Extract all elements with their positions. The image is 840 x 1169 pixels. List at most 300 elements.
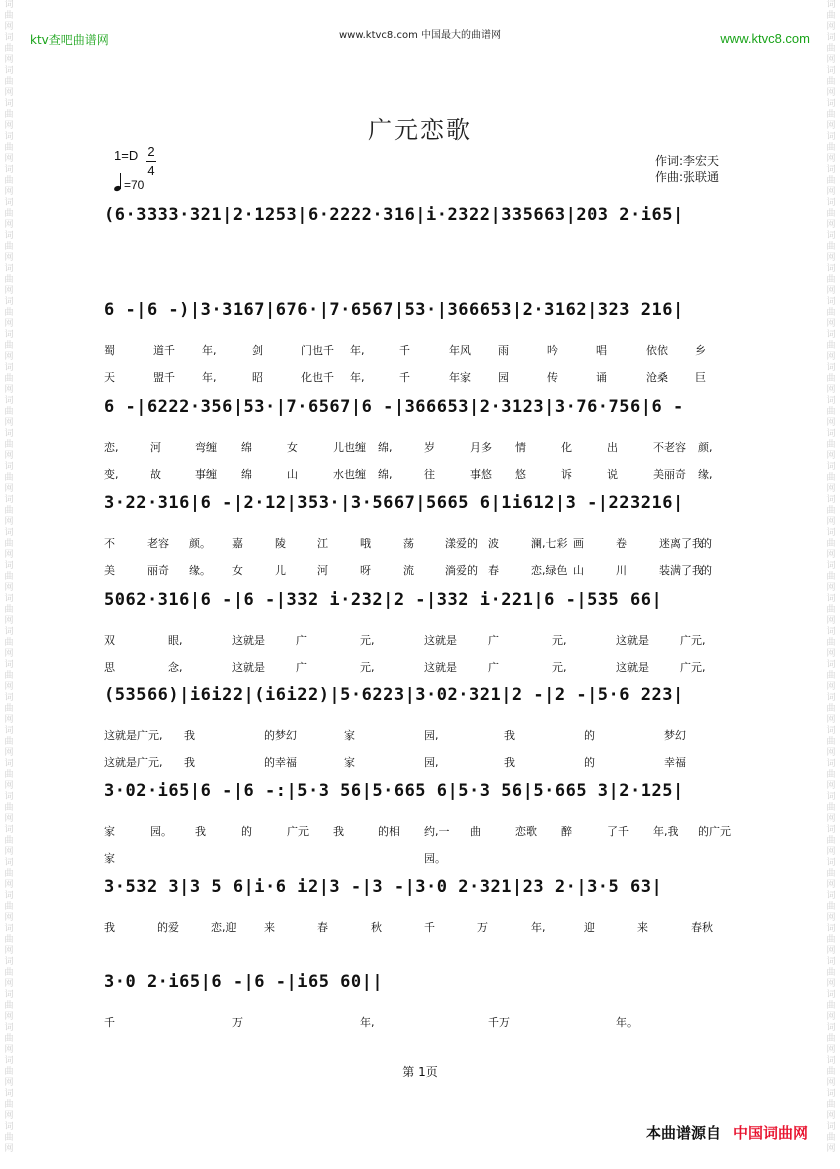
watermark-char: 词	[826, 165, 836, 175]
watermark-char: 曲	[4, 803, 14, 813]
watermark-char: 网	[826, 484, 836, 494]
lyric-word: 广元,	[680, 634, 706, 647]
lyric-word: 了千	[607, 825, 629, 838]
lyric-word: 唱	[596, 344, 607, 357]
watermark-char: 曲	[826, 209, 836, 219]
lyric-word: 恋歌	[515, 825, 537, 838]
lyric-word: 往	[424, 468, 435, 481]
page-number: 第 1页	[402, 1065, 438, 1079]
lyric-word: 我	[504, 729, 515, 742]
watermark-char: 网	[4, 781, 14, 791]
watermark-char: 曲	[826, 440, 836, 450]
watermark-char: 网	[4, 649, 14, 659]
composer: 作曲:张联通	[655, 170, 720, 184]
score-line	[104, 972, 754, 994]
side-watermark-right	[822, 0, 840, 1169]
watermark-char: 网	[4, 847, 14, 857]
watermark-char: 词	[4, 627, 14, 637]
lyric-word: 年,	[202, 344, 217, 357]
watermark-char: 网	[826, 517, 836, 527]
lyric-word: 漾爱的	[445, 537, 478, 550]
lyric-word: 女	[232, 564, 243, 577]
lyric-row	[104, 342, 754, 356]
watermark-char: 网	[826, 748, 836, 758]
lyric-word: 约,一	[424, 825, 450, 838]
lyric-word: 绵	[241, 468, 252, 481]
lyric-word: 的	[584, 729, 595, 742]
watermark-char: 网	[826, 319, 836, 329]
watermark-char: 网	[4, 253, 14, 263]
lyric-word: 年。	[616, 1016, 638, 1029]
watermark-char: 曲	[826, 407, 836, 417]
watermark-char: 曲	[826, 374, 836, 384]
watermark-char: 网	[4, 484, 14, 494]
lyric-word: 广	[488, 634, 499, 647]
watermark-char: 网	[4, 946, 14, 956]
lyric-word: 川	[616, 564, 627, 577]
lyric-word: 不	[104, 537, 115, 550]
lyric-word: 绵,	[378, 468, 393, 481]
watermark-char: 网	[826, 1012, 836, 1022]
watermark-char: 曲	[826, 539, 836, 549]
watermark-char: 网	[4, 451, 14, 461]
watermark-char: 曲	[826, 242, 836, 252]
lyric-word: 传	[547, 371, 558, 384]
lyric-word: 化也千	[301, 371, 334, 384]
watermark-char: 网	[826, 352, 836, 362]
watermark-char: 曲	[826, 341, 836, 351]
lyric-word: 儿也缠	[333, 441, 366, 454]
lyric-word: 颜,	[698, 441, 713, 454]
watermark-char: 词	[4, 990, 14, 1000]
lyric-word: 依依	[646, 344, 668, 357]
watermark-char: 曲	[4, 143, 14, 153]
watermark-char: 词	[826, 1122, 836, 1132]
side-watermark-left	[0, 0, 18, 1169]
watermark-char: 网	[826, 451, 836, 461]
watermark-char: 词	[826, 891, 836, 901]
source-credit	[646, 1122, 808, 1143]
watermark-char: 词	[4, 33, 14, 43]
time-signature	[146, 144, 156, 179]
lyric-word: 昭	[252, 371, 263, 384]
watermark-char: 网	[4, 1111, 14, 1121]
watermark-char: 曲	[826, 1100, 836, 1110]
notation: (6·3333·321|2·1253|6·2222·316|i·2322|335663|203 2·i65|	[104, 205, 684, 225]
notation: 3·02·i65|6 -|6 -:|5·3 56|5·665 6|5·3 56|5·665 3|2·125|	[104, 781, 684, 801]
lyric-word: 念,	[168, 661, 183, 674]
watermark-char: 词	[4, 891, 14, 901]
lyric-word: 说	[607, 468, 618, 481]
lyric-word: 来	[264, 921, 275, 934]
watermark-char: 曲	[826, 638, 836, 648]
lyric-row	[104, 919, 754, 933]
lyric-word: 这就是广元,	[104, 729, 163, 742]
watermark-char: 曲	[4, 275, 14, 285]
lyric-word: 元,	[552, 634, 567, 647]
lyric-word: 元,	[360, 661, 375, 674]
watermark-char: 词	[826, 264, 836, 274]
lyric-word: 出	[607, 441, 618, 454]
lyric-word: 年,我	[653, 825, 679, 838]
lyric-row	[104, 535, 754, 549]
lyric-word: 这就是	[616, 634, 649, 647]
watermark-char: 网	[826, 616, 836, 626]
watermark-char: 曲	[4, 209, 14, 219]
watermark-char: 网	[4, 352, 14, 362]
watermark-char: 曲	[4, 506, 14, 516]
lyric-word: 化	[561, 441, 572, 454]
watermark-char: 曲	[4, 11, 14, 21]
watermark-char: 曲	[826, 572, 836, 582]
watermark-char: 网	[826, 55, 836, 65]
lyric-word: 蜀	[104, 344, 115, 357]
watermark-char: 词	[4, 825, 14, 835]
watermark-char: 曲	[826, 770, 836, 780]
lyricist: 作词:李宏天	[655, 154, 720, 168]
watermark-char: 曲	[4, 638, 14, 648]
lyric-row	[104, 562, 754, 576]
watermark-char: 曲	[826, 671, 836, 681]
watermark-char: 网	[826, 1078, 836, 1088]
watermark-char: 词	[826, 660, 836, 670]
lyric-word: 春秋	[691, 921, 713, 934]
lyric-word: 绵,	[378, 441, 393, 454]
source-prefix: 本曲谱源自	[645, 1124, 721, 1142]
watermark-char: 词	[826, 495, 836, 505]
watermark-char: 网	[4, 682, 14, 692]
lyric-word: 这就是	[424, 634, 457, 647]
watermark-char: 曲	[826, 473, 836, 483]
watermark-char: 曲	[4, 77, 14, 87]
watermark-char: 词	[4, 66, 14, 76]
watermark-char: 曲	[826, 1034, 836, 1044]
watermark-char: 网	[826, 220, 836, 230]
watermark-char: 词	[4, 693, 14, 703]
lyric-word: 美	[104, 564, 115, 577]
watermark-char: 词	[826, 825, 836, 835]
lyric-row	[104, 823, 754, 837]
song-title: 广元恋歌	[368, 116, 472, 144]
watermark-char: 曲	[4, 869, 14, 879]
watermark-char: 词	[4, 957, 14, 967]
lyric-word: 的梦幻	[264, 729, 297, 742]
watermark-char: 词	[4, 396, 14, 406]
lyric-word: 年风	[449, 344, 471, 357]
lyric-word: 巨	[695, 371, 706, 384]
watermark-char: 词	[826, 561, 836, 571]
watermark-char: 网	[4, 154, 14, 164]
lyric-word: 幸福	[664, 756, 686, 769]
lyric-word: 恋,绿色	[531, 564, 568, 577]
credits	[655, 153, 719, 185]
lyric-row	[104, 632, 754, 646]
lyric-word: 美丽奇	[653, 468, 686, 481]
lyric-word: 河	[317, 564, 328, 577]
watermark-char: 曲	[4, 1133, 14, 1143]
watermark-char: 网	[826, 880, 836, 890]
watermark-char: 词	[4, 231, 14, 241]
watermark-char: 曲	[826, 836, 836, 846]
watermark-char: 网	[826, 154, 836, 164]
watermark-char: 词	[826, 858, 836, 868]
lyric-word: 我	[333, 825, 344, 838]
lyric-word: 装满了我	[659, 564, 703, 577]
lyric-word: 的相	[378, 825, 400, 838]
watermark-char: 曲	[4, 110, 14, 120]
watermark-char: 词	[826, 594, 836, 604]
watermark-char: 曲	[826, 968, 836, 978]
notation: 3·22·316|6 -|2·12|353·|3·5667|5665 6|1i612|3 -|223216|	[104, 493, 684, 513]
watermark-char: 曲	[4, 440, 14, 450]
watermark-char: 词	[4, 594, 14, 604]
lyric-word: 万	[232, 1016, 243, 1029]
lyric-word: 家	[344, 756, 355, 769]
watermark-char: 曲	[4, 44, 14, 54]
watermark-char: 词	[826, 99, 836, 109]
lyric-word: 故	[150, 468, 161, 481]
lyric-row	[104, 466, 754, 480]
watermark-char: 网	[826, 253, 836, 263]
watermark-char: 网	[4, 88, 14, 98]
watermark-char: 网	[826, 1144, 836, 1154]
header-site-url: www.ktvc8.com	[720, 31, 810, 46]
lyric-word: 醉	[561, 825, 572, 838]
lyric-word: 波	[488, 537, 499, 550]
lyric-word: 的	[241, 825, 252, 838]
watermark-char: 词	[4, 792, 14, 802]
lyric-word: 园	[498, 371, 509, 384]
watermark-char: 词	[4, 462, 14, 472]
lyric-word: 道千	[153, 344, 175, 357]
lyric-word: 河	[150, 441, 161, 454]
lyric-row	[104, 659, 754, 673]
lyric-word: 恋,	[104, 441, 119, 454]
watermark-char: 曲	[826, 44, 836, 54]
watermark-char: 词	[4, 528, 14, 538]
lyric-word: 不老容	[653, 441, 686, 454]
key-signature: 1=D	[114, 148, 139, 163]
lyric-word: 悠	[515, 468, 526, 481]
watermark-char: 曲	[4, 935, 14, 945]
lyric-word: 家	[104, 852, 115, 865]
lyric-word: 事悠	[470, 468, 492, 481]
watermark-char: 曲	[4, 1067, 14, 1077]
lyric-word: 眼,	[168, 634, 183, 647]
watermark-char: 网	[4, 550, 14, 560]
notation: (53566)|i6i22|(i6i22)|5·6223|3·02·321|2 -|2 -|5·6 223|	[104, 685, 684, 705]
notation: 6 -|6222·356|53·|7·6567|6 -|366653|2·3123|3·76·756|6 -	[104, 397, 684, 417]
lyric-row	[104, 369, 754, 383]
watermark-char: 词	[4, 660, 14, 670]
lyric-word: 天	[104, 371, 115, 384]
lyric-word: 千万	[488, 1016, 510, 1029]
meter-top: 2	[147, 144, 155, 159]
watermark-char: 曲	[4, 704, 14, 714]
watermark-char: 网	[4, 814, 14, 824]
watermark-char: 曲	[826, 308, 836, 318]
watermark-char: 词	[826, 792, 836, 802]
watermark-char: 词	[4, 561, 14, 571]
watermark-char: 曲	[826, 737, 836, 747]
lyric-word: 颜。	[189, 537, 211, 550]
watermark-char: 词	[826, 693, 836, 703]
lyric-word: 月多	[470, 441, 492, 454]
watermark-char: 曲	[4, 1001, 14, 1011]
watermark-char: 曲	[826, 275, 836, 285]
watermark-char: 词	[4, 0, 14, 10]
watermark-char: 词	[826, 528, 836, 538]
lyric-word: 这就是	[424, 661, 457, 674]
lyric-row	[104, 850, 754, 864]
lyric-row	[104, 727, 754, 741]
watermark-char: 网	[826, 682, 836, 692]
watermark-char: 曲	[826, 869, 836, 879]
quarter-note-icon	[113, 185, 121, 192]
watermark-char: 网	[4, 1144, 14, 1154]
lyric-word: 曲	[470, 825, 481, 838]
watermark-char: 词	[4, 726, 14, 736]
watermark-char: 词	[4, 165, 14, 175]
lyric-word: 山	[287, 468, 298, 481]
lyric-word: 呀	[360, 564, 371, 577]
lyric-word: 弯缠	[195, 441, 217, 454]
watermark-char: 网	[826, 286, 836, 296]
lyric-word: 春	[488, 564, 499, 577]
watermark-char: 曲	[826, 506, 836, 516]
watermark-char: 网	[4, 616, 14, 626]
lyric-word: 春	[317, 921, 328, 934]
lyric-word: 江	[317, 537, 328, 550]
lyric-word: 的	[701, 537, 712, 550]
lyric-word: 万	[477, 921, 488, 934]
score-line	[104, 300, 754, 322]
watermark-char: 网	[4, 187, 14, 197]
watermark-char: 曲	[826, 1067, 836, 1077]
watermark-char: 词	[826, 759, 836, 769]
lyric-word: 我	[184, 729, 195, 742]
watermark-char: 曲	[826, 704, 836, 714]
watermark-char: 曲	[4, 374, 14, 384]
watermark-char: 词	[826, 297, 836, 307]
watermark-char: 词	[826, 1089, 836, 1099]
lyric-word: 元,	[360, 634, 375, 647]
lyric-word: 岁	[424, 441, 435, 454]
lyric-word: 秋	[371, 921, 382, 934]
watermark-char: 网	[4, 319, 14, 329]
watermark-char: 词	[4, 429, 14, 439]
lyric-word: 雨	[498, 344, 509, 357]
watermark-char: 词	[4, 858, 14, 868]
watermark-char: 词	[826, 66, 836, 76]
watermark-char: 词	[826, 1023, 836, 1033]
lyric-word: 卷	[616, 537, 627, 550]
watermark-char: 网	[826, 1111, 836, 1121]
watermark-char: 词	[4, 363, 14, 373]
lyric-word: 千	[424, 921, 435, 934]
lyric-word: 澜,七彩	[531, 537, 568, 550]
lyric-word: 的幸福	[264, 756, 297, 769]
watermark-char: 网	[4, 22, 14, 32]
lyric-word: 的爱	[157, 921, 179, 934]
lyric-word: 千	[399, 371, 410, 384]
lyric-word: 儿	[275, 564, 286, 577]
lyric-word: 盟千	[153, 371, 175, 384]
watermark-char: 曲	[4, 176, 14, 186]
watermark-char: 词	[826, 363, 836, 373]
watermark-char: 网	[4, 418, 14, 428]
lyric-word: 广	[296, 634, 307, 647]
watermark-char: 词	[4, 264, 14, 274]
watermark-char: 网	[826, 187, 836, 197]
watermark-char: 网	[826, 913, 836, 923]
watermark-char: 网	[4, 385, 14, 395]
watermark-char: 曲	[826, 176, 836, 186]
lyric-word: 哦	[360, 537, 371, 550]
watermark-char: 网	[826, 550, 836, 560]
watermark-char: 词	[826, 396, 836, 406]
watermark-char: 词	[4, 1122, 14, 1132]
watermark-char: 曲	[826, 1133, 836, 1143]
watermark-char: 网	[4, 880, 14, 890]
watermark-char: 曲	[4, 968, 14, 978]
lyric-word: 丽奇	[147, 564, 169, 577]
lyric-word: 女	[287, 441, 298, 454]
lyric-row	[104, 439, 754, 453]
lyric-word: 老容	[147, 537, 169, 550]
watermark-char: 网	[826, 418, 836, 428]
notation: 6 -|6 -)|3·3167|676·|7·6567|53·|366653|2·3162|323 216|	[104, 300, 684, 320]
watermark-char: 网	[4, 1012, 14, 1022]
watermark-char: 曲	[4, 341, 14, 351]
lyric-word: 沧桑	[646, 371, 668, 384]
watermark-char: 网	[826, 649, 836, 659]
watermark-char: 词	[4, 1056, 14, 1066]
watermark-char: 网	[4, 913, 14, 923]
watermark-char: 网	[826, 121, 836, 131]
watermark-char: 曲	[4, 539, 14, 549]
notation: 3·532 3|3 5 6|i·6 i2|3 -|3 -|3·0 2·321|23 2·|3·5 63|	[104, 877, 663, 897]
lyric-word: 思	[104, 661, 115, 674]
lyric-word: 恋,迎	[211, 921, 237, 934]
score-line	[104, 205, 754, 227]
watermark-char: 词	[826, 990, 836, 1000]
header-site-name: ktv查吧曲谱网	[30, 33, 109, 47]
lyric-word: 千	[104, 1016, 115, 1029]
lyric-word: 我	[184, 756, 195, 769]
score-line	[104, 590, 754, 612]
lyric-word: 的	[701, 564, 712, 577]
lyric-word: 吟	[547, 344, 558, 357]
watermark-char: 词	[826, 957, 836, 967]
lyric-word: 园,	[424, 729, 439, 742]
lyric-word: 绵	[241, 441, 252, 454]
lyric-word: 家	[344, 729, 355, 742]
lyric-word: 这就是	[232, 661, 265, 674]
notation: 5062·316|6 -|6 -|332 i·232|2 -|332 i·221|6 -|535 66|	[104, 590, 663, 610]
lyric-word: 年,	[202, 371, 217, 384]
watermark-char: 曲	[826, 77, 836, 87]
watermark-char: 曲	[4, 902, 14, 912]
watermark-char: 网	[826, 385, 836, 395]
watermark-char: 词	[826, 627, 836, 637]
watermark-char: 网	[826, 847, 836, 857]
watermark-char: 曲	[4, 242, 14, 252]
meter-bottom: 4	[147, 163, 155, 178]
watermark-char: 曲	[826, 902, 836, 912]
lyric-word: 迎	[584, 921, 595, 934]
watermark-char: 词	[826, 198, 836, 208]
